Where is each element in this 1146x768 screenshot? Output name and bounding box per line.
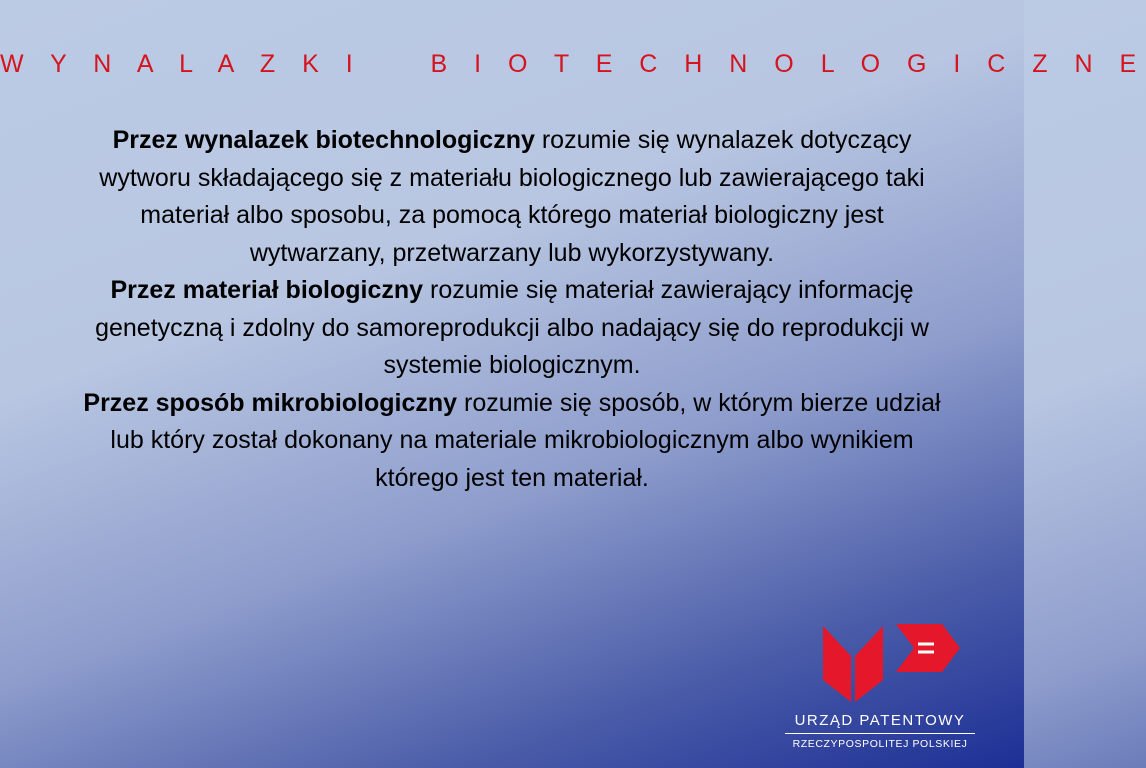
definition-paragraph [70,272,954,385]
slide-body [70,122,954,497]
definition-term: Przez wynalazek biotechnologiczny [112,126,535,154]
slide-title: W Y N A L A Z K I B I O T E C H N O L O G I C Z N E [0,50,1146,78]
definition-paragraph [70,122,954,272]
definition-paragraph [70,385,954,498]
definition-text: rozumie się sposób, w którym bierze udział lub który został dokonany na materiale mikrobiologicznym albo wynikiem którego jest ten materiał. [110,388,941,492]
definition-term: Przez materiał biologiczny [110,276,424,304]
definition-term: Przez sposób mikrobiologiczny [83,388,458,417]
organization-name-line1: URZĄD PATENTOWY [785,712,975,734]
patent-office-logo-icon [818,620,963,705]
definition-text: rozumie się materiał zawierający informację genetyczną i zdolny do samoreprodukcji albo nadający się do reprodukcji w systemie biologicznym. [95,276,929,379]
organization-name-line2: RZECZYPOSPOLITEJ POLSKIEJ [792,738,968,750]
definition-text: rozumie się wynalazek dotyczący wytworu składającego się z materiału biologicznego lub zawierającego taki materiał albo sposobu, za pomocą którego materiał biologiczny jest wytwarzany, przetwarzany lub wykorzystywany. [99,126,925,267]
organization-name [785,712,975,752]
